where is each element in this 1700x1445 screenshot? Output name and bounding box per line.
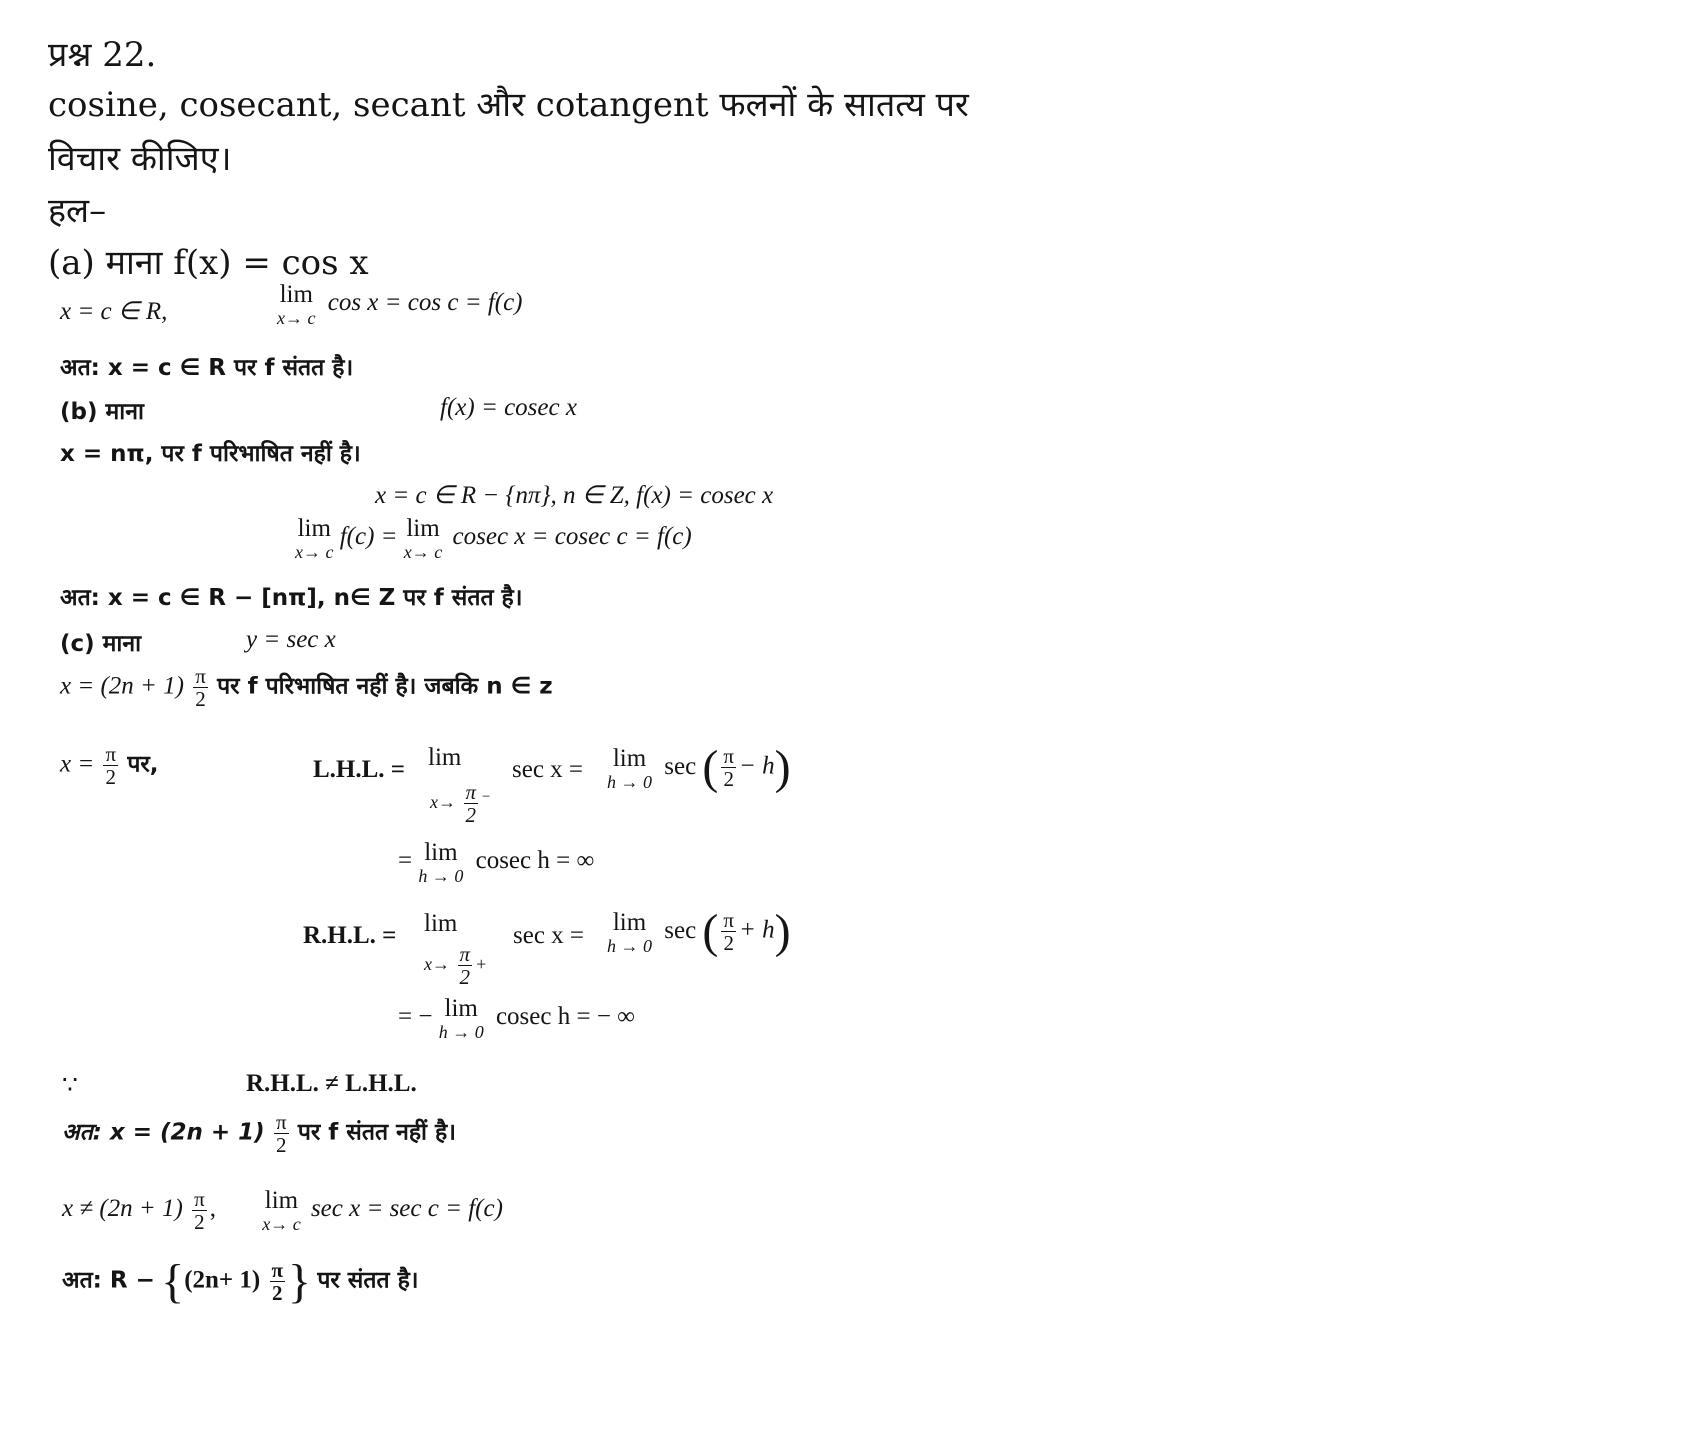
part-c-final: अत: R − {(2n+ 1) $\frac{\pi}{2}$ } पर संतत है। [62,1255,419,1308]
because-symbol: ∵ [62,1072,78,1099]
part-c-func: y = sec x [246,626,336,653]
question-text-line1: cosine, cosecant, secant और cotangent फलनों के सातत्य पर [48,85,969,125]
part-b-conclusion: अत: x = c ∈ R − [nπ], n∈ Z पर f संतत है। [60,585,523,611]
part-b-func: f(x) = cosec x [440,394,577,421]
part-c-neq-line: x ≠ (2n + 1) $\frac{\pi}{2}$ , lim x→ c sec x = sec c = f(c) [62,1186,503,1234]
lhl-lim-sub: x→ $\frac{\pi}{2}$ − [430,780,492,827]
rhl-neq-lhl: R.H.L. ≠ L.H.L. [246,1070,417,1097]
solution-label: हल– [48,191,107,231]
part-c-not-defined: x = (2n + 1) $\frac{\pi}{2}$ पर f परिभाषित नहीं है। जबकि n ∈ z [60,664,553,711]
part-c-at-x: x = $\frac{\pi}{2}$ पर, [60,742,159,789]
part-a-limit: lim x→ c cos x = cos c = f(c) [277,281,523,328]
part-a-line1-left: x = c ∈ R, [60,298,168,325]
lhl-lim: lim [428,743,462,771]
part-b-heading: (b) माना [60,399,144,425]
lhl-label: L.H.L. = [313,756,406,783]
rhl-lim: lim [424,909,458,937]
rhl-label: R.H.L. = [303,922,397,949]
rhl-result: = − lim h → 0 cosec h = − ∞ [398,995,635,1042]
part-b-domain-line: x = c ∈ R − {nπ}, n ∈ Z, f(x) = cosec x [375,482,774,509]
part-a-heading: (a) माना f(x) = cos x [48,243,369,283]
lhl-result: = lim h → 0 cosec h = ∞ [398,839,595,886]
question-label: प्रश्न 22. [48,35,157,75]
rhl-sec-x: sec x = [513,922,585,949]
rhl-lim-h: lim h → 0 sec ( $\frac{\pi}{2}$ + h) [607,905,791,958]
part-c-conclusion1: अत: x = (2n + 1) $\frac{\pi}{2}$ पर f संतत नहीं है। [62,1110,456,1157]
lhl-lim-h: lim h → 0 sec ( $\frac{\pi}{2}$ − h) [607,741,791,794]
lhl-sec-x: sec x = [512,756,584,783]
rhl-lim-sub: x→ $\frac{\pi}{2}$ + [424,942,488,989]
part-c-heading: (c) माना [60,631,142,657]
part-a-line1-right: cos x = cos c = f(c) [327,289,523,317]
question-text-line2: विचार कीजिए। [48,139,232,179]
part-a-conclusion: अत: x = c ∈ R पर f संतत है। [60,355,354,381]
part-b-not-defined: x = nπ, पर f परिभाषित नहीं है। [60,441,361,467]
part-b-limit: lim x→ c f(c) = lim x→ c cosec x = cosec c = f(c) [295,515,692,562]
